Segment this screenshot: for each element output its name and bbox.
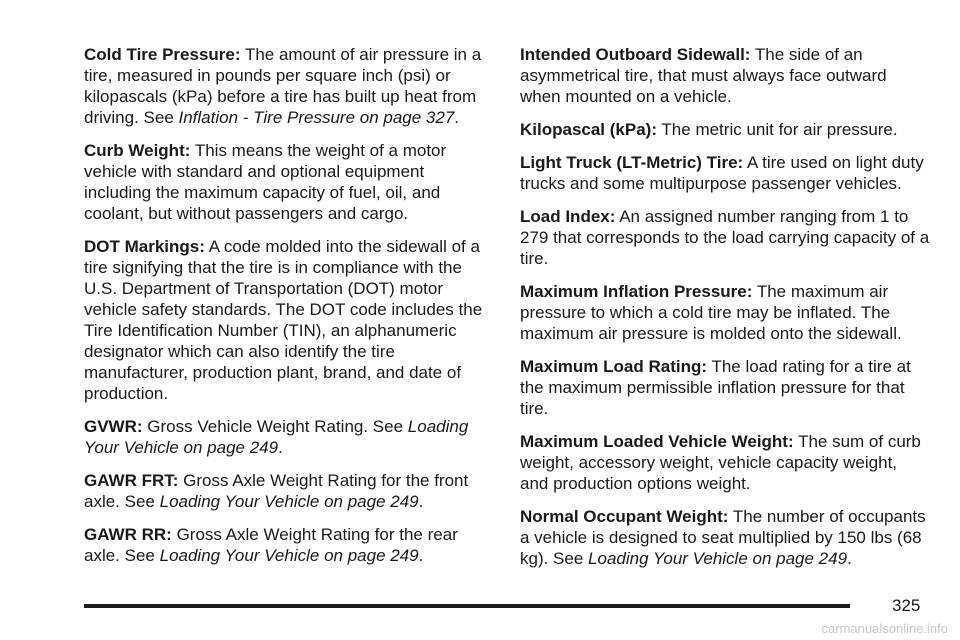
left-column xyxy=(84,44,494,578)
entry-text: The sum of curb weight, accessory weight, vehicle capacity weight, and production options weight. xyxy=(520,432,921,493)
glossary-entry xyxy=(520,506,930,569)
entry-punctuation: . xyxy=(278,438,283,457)
entry-text: A code molded into the sidewall of a tire signifying that the tire is in compliance with the U.S. Department of Transportation (DOT) motor vehicle safety standards. The DOT code includes the Tire Identification Number (TIN), an alphanumeric designator which can also identify the tire manufacturer, production plant, brand, and date of production. xyxy=(84,237,483,403)
entry-term: DOT Markings: xyxy=(84,237,205,256)
entry-punctuation: . xyxy=(847,549,852,568)
entry-term: Cold Tire Pressure: xyxy=(84,45,241,64)
footer-rule xyxy=(84,604,850,608)
entry-term: Kilopascal (kPa): xyxy=(520,120,657,139)
page-reference-link[interactable]: Loading Your Vehicle on page 249 xyxy=(159,546,419,565)
entry-term: Maximum Load Rating: xyxy=(520,357,708,376)
glossary-entry xyxy=(520,152,930,194)
page-reference-link[interactable]: Loading Your Vehicle on page 249 xyxy=(159,492,419,511)
glossary-entry xyxy=(520,281,930,344)
right-column xyxy=(520,44,930,581)
entry-punctuation: . xyxy=(418,492,424,511)
page-reference-link[interactable]: Inflation - Tire Pressure on page 327 xyxy=(178,108,455,127)
entry-text: The number of occupants a vehicle is designed to seat multiplied by 150 lbs (68 kg). See xyxy=(520,507,926,568)
entry-term: Maximum Inflation Pressure: xyxy=(520,282,753,301)
glossary-entry xyxy=(84,140,494,224)
entry-text: The amount of air pressure in a tire, measured in pounds per square inch (psi) or kilopascals (kPa) before a tire has built up heat from driving. See xyxy=(84,45,482,127)
entry-punctuation: . xyxy=(418,546,424,565)
page-reference-link[interactable]: Loading Your Vehicle on page 249 xyxy=(84,417,469,457)
glossary-entry xyxy=(520,119,930,140)
glossary-entry xyxy=(84,236,494,404)
entry-punctuation: . xyxy=(454,108,460,127)
watermark: carmanualsonline.info xyxy=(821,621,948,636)
entry-text: Gross Axle Weight Rating for the rear axle. See xyxy=(84,525,458,565)
entry-term: Normal Occupant Weight: xyxy=(520,507,729,526)
glossary-entry xyxy=(520,431,930,494)
entry-text: The load rating for a tire at the maximum permissible inflation pressure for that tire. xyxy=(520,357,911,418)
entry-term: GAWR RR: xyxy=(84,525,172,544)
entry-text: The metric unit for air pressure. xyxy=(661,120,898,139)
glossary-entry xyxy=(84,44,494,128)
entry-text: Gross Vehicle Weight Rating. See xyxy=(147,417,408,436)
entry-term: Load Index: xyxy=(520,207,616,226)
entry-term: Intended Outboard Sidewall: xyxy=(520,45,751,64)
page-number: 325 xyxy=(892,596,921,615)
entry-term: Curb Weight: xyxy=(84,141,191,160)
glossary-entry xyxy=(84,416,494,458)
entry-term: GVWR: xyxy=(84,417,143,436)
glossary-entry xyxy=(84,524,494,566)
entry-term: Light Truck (LT-Metric) Tire: xyxy=(520,153,744,172)
entry-text: The maximum air pressure to which a cold tire may be inflated. The maximum air pressure is molded onto the sidewall. xyxy=(520,282,902,343)
entry-text: A tire used on light duty trucks and some multipurpose passenger vehicles. xyxy=(520,153,924,193)
glossary-entry xyxy=(520,356,930,419)
glossary-entry xyxy=(84,470,494,512)
entry-text: Gross Axle Weight Rating for the front axle. See xyxy=(84,471,469,511)
entry-term: GAWR FRT: xyxy=(84,471,179,490)
entry-text: The side of an asymmetrical tire, that must always face outward when mounted on a vehicle. xyxy=(520,45,887,106)
glossary-entry xyxy=(520,206,930,269)
entry-text: An assigned number ranging from 1 to 279 that corresponds to the load carrying capacity of a tire. xyxy=(520,207,930,268)
glossary-entry xyxy=(520,44,930,107)
entry-text: This means the weight of a motor vehicle with standard and optional equipment including the maximum capacity of fuel, oil, and coolant, but without passengers and cargo. xyxy=(84,141,447,223)
entry-term: Maximum Loaded Vehicle Weight: xyxy=(520,432,794,451)
page-reference-link[interactable]: Loading Your Vehicle on page 249 xyxy=(588,549,848,568)
